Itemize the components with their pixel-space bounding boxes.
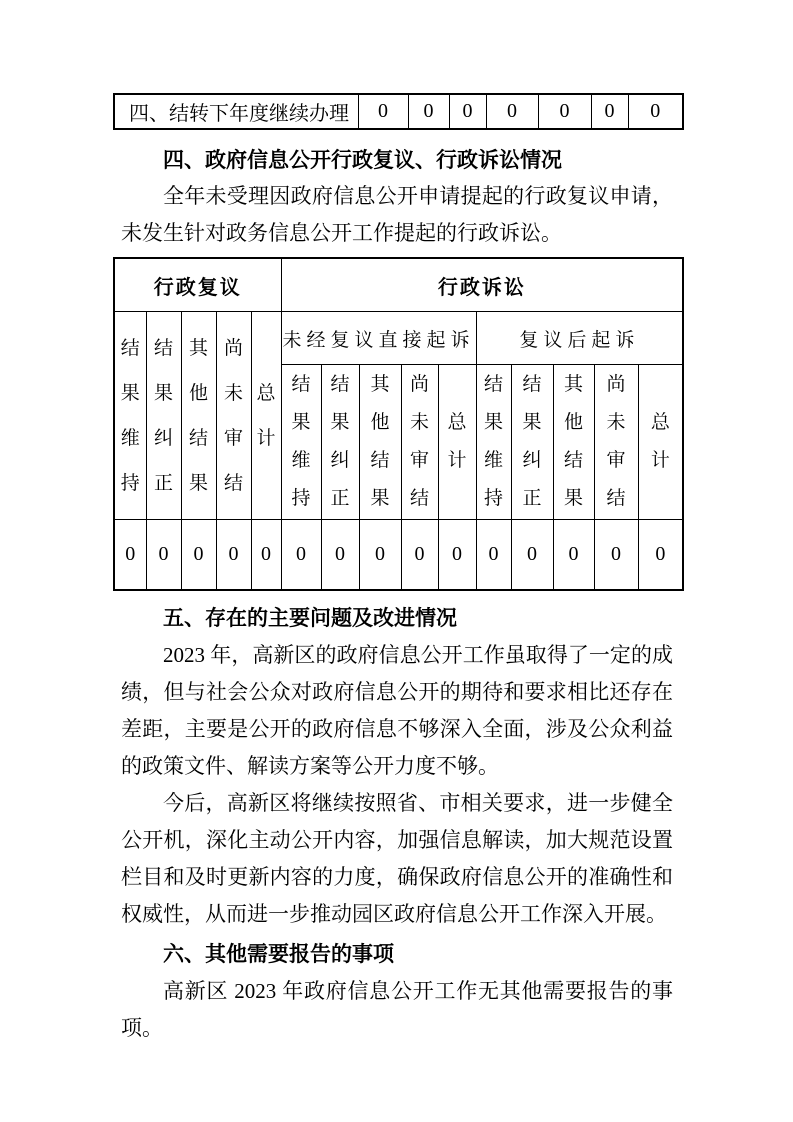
direct-suit-col-header-text: 结果维持 [291, 374, 311, 509]
data-cell: 0 [251, 520, 281, 591]
subgroup-header-row [114, 312, 683, 365]
section5-paragraph-2: 今后，高新区将继续按照省、市相关要求，进一步健全公开机，深化主动公开内容，加强信息解读，加大规范设置栏目和及时更新内容的力度，确保政府信息公开的准确性和权威性，从而进一步推动园区政府信息公开工作深入开展。 [121, 791, 673, 926]
review-col-header-text: 结果纠正 [153, 337, 173, 494]
carryover-value-cell: 0 [486, 94, 538, 129]
data-cell: 0 [146, 520, 181, 591]
after-review-col-header-text: 尚未审结 [606, 374, 626, 509]
direct-suit-col-header [359, 365, 401, 520]
review-col-header-text: 结果维持 [120, 337, 140, 494]
data-cell: 0 [401, 520, 438, 591]
review-litigation-table [113, 257, 684, 591]
section4-paragraph: 全年未受理因政府信息公开申请提起的行政复议申请，未发生针对政务信息公开工作提起的行政诉讼。 [121, 184, 673, 245]
after-review-col-header [476, 365, 511, 520]
data-cell: 0 [638, 520, 683, 591]
direct-suit-col-header [401, 365, 438, 520]
data-cell: 0 [476, 520, 511, 591]
review-col-header [114, 312, 146, 520]
review-col-header [146, 312, 181, 520]
section6-heading: 六、其他需要报告的事项 [163, 943, 394, 966]
after-review-col-header [553, 365, 594, 520]
carryover-row [114, 94, 683, 129]
review-col-header [251, 312, 281, 520]
section5-paragraph-1: 2023 年，高新区的政府信息公开工作虽取得了一定的成绩，但与社会公众对政府信息公开的期待和要求相比还存在差距，主要是公开的政府信息不够深入全面，涉及公众利益的政策文件、解读方案等公开力度不够。 [121, 643, 673, 778]
data-row [114, 520, 683, 591]
data-cell: 0 [216, 520, 251, 591]
carryover-value-cell: 0 [358, 94, 408, 129]
data-cell: 0 [594, 520, 638, 591]
review-col-header [181, 312, 216, 520]
direct-suit-col-header-text: 其他结果 [370, 374, 390, 509]
review-col-header [216, 312, 251, 520]
carryover-row-label: 四、结转下年度继续办理 [114, 94, 358, 129]
after-review-col-header [594, 365, 638, 520]
direct-suit-col-header-text: 总计 [447, 412, 467, 471]
data-cell: 0 [321, 520, 359, 591]
data-cell: 0 [553, 520, 594, 591]
review-col-header-text: 尚未审结 [223, 337, 243, 494]
admin-review-group-header: 行政复议 [114, 258, 281, 312]
after-review-col-header-text: 总计 [650, 412, 670, 471]
direct-suit-col-header [438, 365, 476, 520]
after-review-col-header [638, 365, 683, 520]
direct-suit-col-header [321, 365, 359, 520]
carryover-value-cell: 0 [591, 94, 628, 129]
data-cell: 0 [181, 520, 216, 591]
carryover-value-cell: 0 [628, 94, 683, 129]
section4-heading: 四、政府信息公开行政复议、行政诉讼情况 [163, 149, 562, 172]
after-review-col-header-text: 结果维持 [484, 374, 504, 509]
direct-suit-col-header [281, 365, 321, 520]
carryover-value-cell: 0 [408, 94, 449, 129]
section5-heading: 五、存在的主要问题及改进情况 [163, 607, 457, 630]
carryover-value-cell: 0 [538, 94, 591, 129]
data-cell: 0 [281, 520, 321, 591]
data-cell: 0 [114, 520, 146, 591]
admin-litigation-group-header: 行政诉讼 [281, 258, 683, 312]
data-cell: 0 [359, 520, 401, 591]
section6-paragraph: 高新区 2023 年政府信息公开工作无其他需要报告的事项。 [121, 979, 673, 1040]
carryover-table [113, 93, 684, 130]
after-review-suit-subgroup-header: 复议后起诉 [476, 312, 683, 365]
review-col-header-text: 总计 [256, 382, 276, 449]
direct-suit-col-header-text: 尚未审结 [410, 374, 430, 509]
group-header-row [114, 258, 683, 312]
carryover-value-cell: 0 [449, 94, 486, 129]
after-review-col-header-text: 结果纠正 [522, 374, 542, 509]
after-review-col-header-text: 其他结果 [564, 374, 584, 509]
after-review-col-header [511, 365, 553, 520]
review-col-header-text: 其他结果 [188, 337, 208, 494]
data-cell: 0 [511, 520, 553, 591]
direct-suit-col-header-text: 结果纠正 [330, 374, 350, 509]
data-cell: 0 [438, 520, 476, 591]
direct-suit-subgroup-header: 未经复议直接起诉 [281, 312, 476, 365]
page-content [113, 93, 682, 1047]
